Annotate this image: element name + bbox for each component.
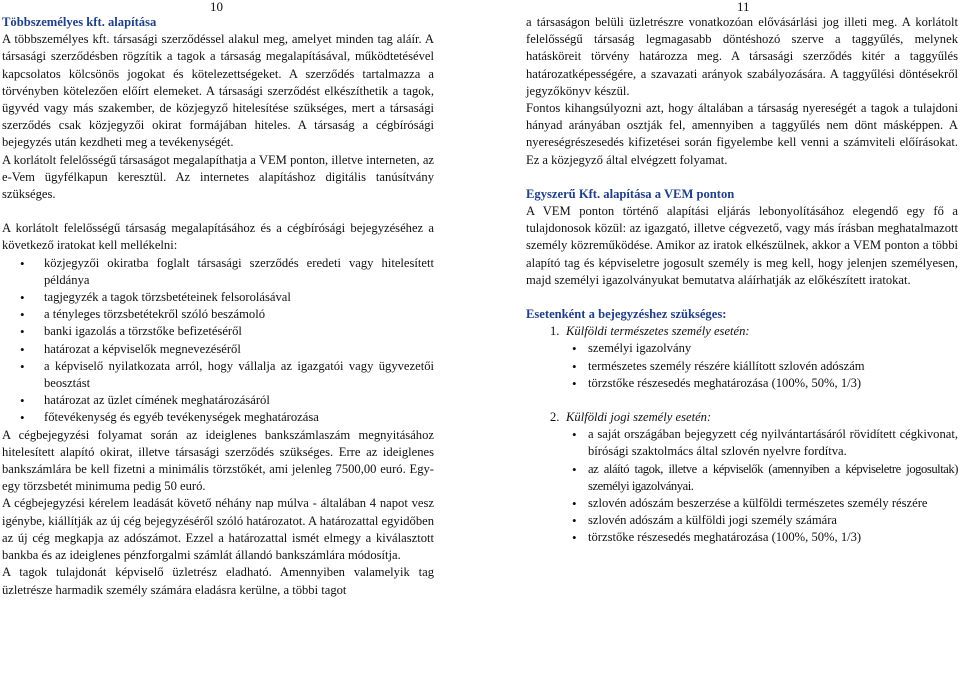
paragraph-profit-sharing: Fontos kihangsúlyozni azt, hogy általában a társaság nyereségét a tagok a tulajdoni hányad arányában osztják fel, amennyiben a taggyűlés nem dönt másképpen. A nyereségrészesedés kifizetései során figyelembe kell venni a számviteli előírásokat. Ez a közjegyző által elvégzett folyamat. bbox=[526, 101, 958, 167]
paragraph-business-share: A tagok tulajdonát képviselő üzletrész eladható. Amennyiben valamelyik tag üzletrésze harmadik személy számára eladásra kerülne, a többi tagot bbox=[2, 565, 434, 597]
list-item: • az aláító tagok, illetve a képviselők (amennyiben a képviseletre jogosultak) személyi igazolványai. bbox=[526, 461, 958, 495]
page-number-right: 11 bbox=[737, 0, 750, 14]
list-item: • a saját országában bejegyzett cég nyilvántartásáról rövidített cégkivonat, bírósági szaktolmács által szlovén nyelvre fordítva. bbox=[526, 426, 958, 460]
list-item: • a képviselő nyilatkozata arról, hogy vállalja az igazgatói vagy ügyvezetői beosztást bbox=[2, 358, 434, 392]
case-title: Külföldi jogi személy esetén: bbox=[566, 410, 712, 425]
section-title-simple-kft: Egyszerű Kft. alapítása a VEM ponton bbox=[526, 186, 735, 201]
paragraph-general-meeting: a társaságon belüli üzletrészre vonatkozóan elővásárlási jog illeti meg. A korlátolt felelősségű társaság legmagasabb döntéshozó szerve a taggyűlés, melynek hatásköreit törvény határozza meg. A társasági szerződés kitér a taggyűlés határozatképességére, a szavazati arányok szabályozására. A taggyűlési döntésekről jegyzőkönyv készül. bbox=[526, 15, 958, 98]
left-column bbox=[2, 14, 434, 599]
paragraph-online-founding: A korlátolt felelősségű társaságot megalapíthatja a VEM ponton, illetve interneten, az e-Vem ügyfélkapun keresztül. Az internetes alapításhoz digitális tanúsítvány szükséges. bbox=[2, 152, 434, 202]
legal-person-requirements-list bbox=[526, 426, 958, 546]
natural-person-requirements-list bbox=[526, 340, 958, 392]
case-heading-legal-person bbox=[526, 409, 958, 426]
list-item: • törzstőke részesedés meghatározása (100%, 50%, 1/3) bbox=[526, 375, 958, 392]
required-documents-list bbox=[2, 255, 434, 427]
paragraph-bank-account: A cégbejegyzési folyamat során az ideiglenes bankszámlaszám megnyitásához hitelesített alapító okirat, illetve társasági szerződés szükséges. Erre az ideiglenes bankszámlára be kell fizetni a minimális törzstőkét, ami jelenleg 7500,00 euró. Egy-egy törzsbetét minimuma pedig 50 euró. bbox=[2, 427, 434, 494]
list-item: • szlovén adószám beszerzése a külföldi természetes személy részére bbox=[526, 495, 958, 512]
list-item: • tagjegyzék a tagok törzsbetéteinek felsorolásával bbox=[2, 289, 434, 306]
list-item: • banki igazolás a törzstőke befizetéséről bbox=[2, 323, 434, 340]
list-item: • törzstőke részesedés meghatározása (100%, 50%, 1/3) bbox=[526, 529, 958, 546]
list-item: • természetes személy részére kiállított szlovén adószám bbox=[526, 358, 958, 375]
list-item: • személyi igazolvány bbox=[526, 340, 958, 357]
section-title-multi-member: Többszemélyes kft. alapítása bbox=[2, 15, 157, 29]
case-number: 2. bbox=[550, 410, 560, 425]
page-number-left: 10 bbox=[210, 0, 223, 14]
list-item: • főtevékenység és egyéb tevékenységek meghatározása bbox=[2, 409, 434, 426]
list-item: • a tényleges törzsbetétekről szóló beszámoló bbox=[2, 306, 434, 323]
list-item: • határozat a képviselők megnevezéséről bbox=[2, 341, 434, 358]
right-column bbox=[526, 14, 958, 547]
case-title: Külföldi természetes személy esetén: bbox=[566, 324, 750, 339]
list-item: • szlovén adószám a külföldi jogi személy számára bbox=[526, 512, 958, 529]
paragraph-documents-intro: A korlátolt felelősségű társaság megalapításához és a cégbírósági bejegyzéséhez a következő iratokat kell mellékelni: bbox=[2, 221, 434, 253]
section-title-requirements: Esetenként a bejegyzéshez szükséges: bbox=[526, 307, 727, 322]
paragraph-intro: A többszemélyes kft. társasági szerződéssel alakul meg, amelyet minden tag aláír. A társasági szerződésben rögzítik a tagok a társaság megalapításával, működtetésével kapcsolatos kölcsönös jogokat és kötelezettségeket. A szerződés tartalmazza a törvényben kötelezően előírt elemeket. A társasági szerződést elkészíthetik a tagok, ügyvéd vagy más szakember, de közjegyző hitelesítése szükséges, mert a társasági szerződés csak közjegyzői okirat formájában hiteles. A társaság a cégbírósági bejegyzés után kezdheti meg a tevékenységét. bbox=[2, 32, 434, 150]
paragraph-registration: A cégbejegyzési kérelem leadását követő néhány nap múlva - általában 4 napot vesz igénybe, kiállítják az új cég bejegyzéséről szóló határozatot. A határozattal egyidőben az új cég megkapja az adószámot. Ezzel a határozattal ismét elmegy a kiválasztott bankba és az ideiglenes pénzforgalmi számlát állandó bankszámlára módosítja. bbox=[2, 496, 434, 563]
case-heading-natural-person bbox=[526, 323, 958, 340]
paragraph-vem-procedure: A VEM ponton történő alapítási eljárás lebonyolításához elegendő egy fő a tulajdonosok közül: az igazgató, illetve cégvezető, vagy más írásban meghatalmazott személy közreműködése. Amikor az iratok elkészülnek, akkor a VEM ponton a többi alapító tag és képviseletre jogosult személy is meg kell, hogy jelenjen személyesen, majd személyi igazolványukat bemutatva aláírhatják az előkészített iratokat. bbox=[526, 204, 958, 287]
case-number: 1. bbox=[550, 324, 560, 339]
list-item: • közjegyzői okiratba foglalt társasági szerződés eredeti vagy hitelesített példánya bbox=[2, 255, 434, 289]
list-item: • határozat az üzlet címének meghatározásáról bbox=[2, 392, 434, 409]
